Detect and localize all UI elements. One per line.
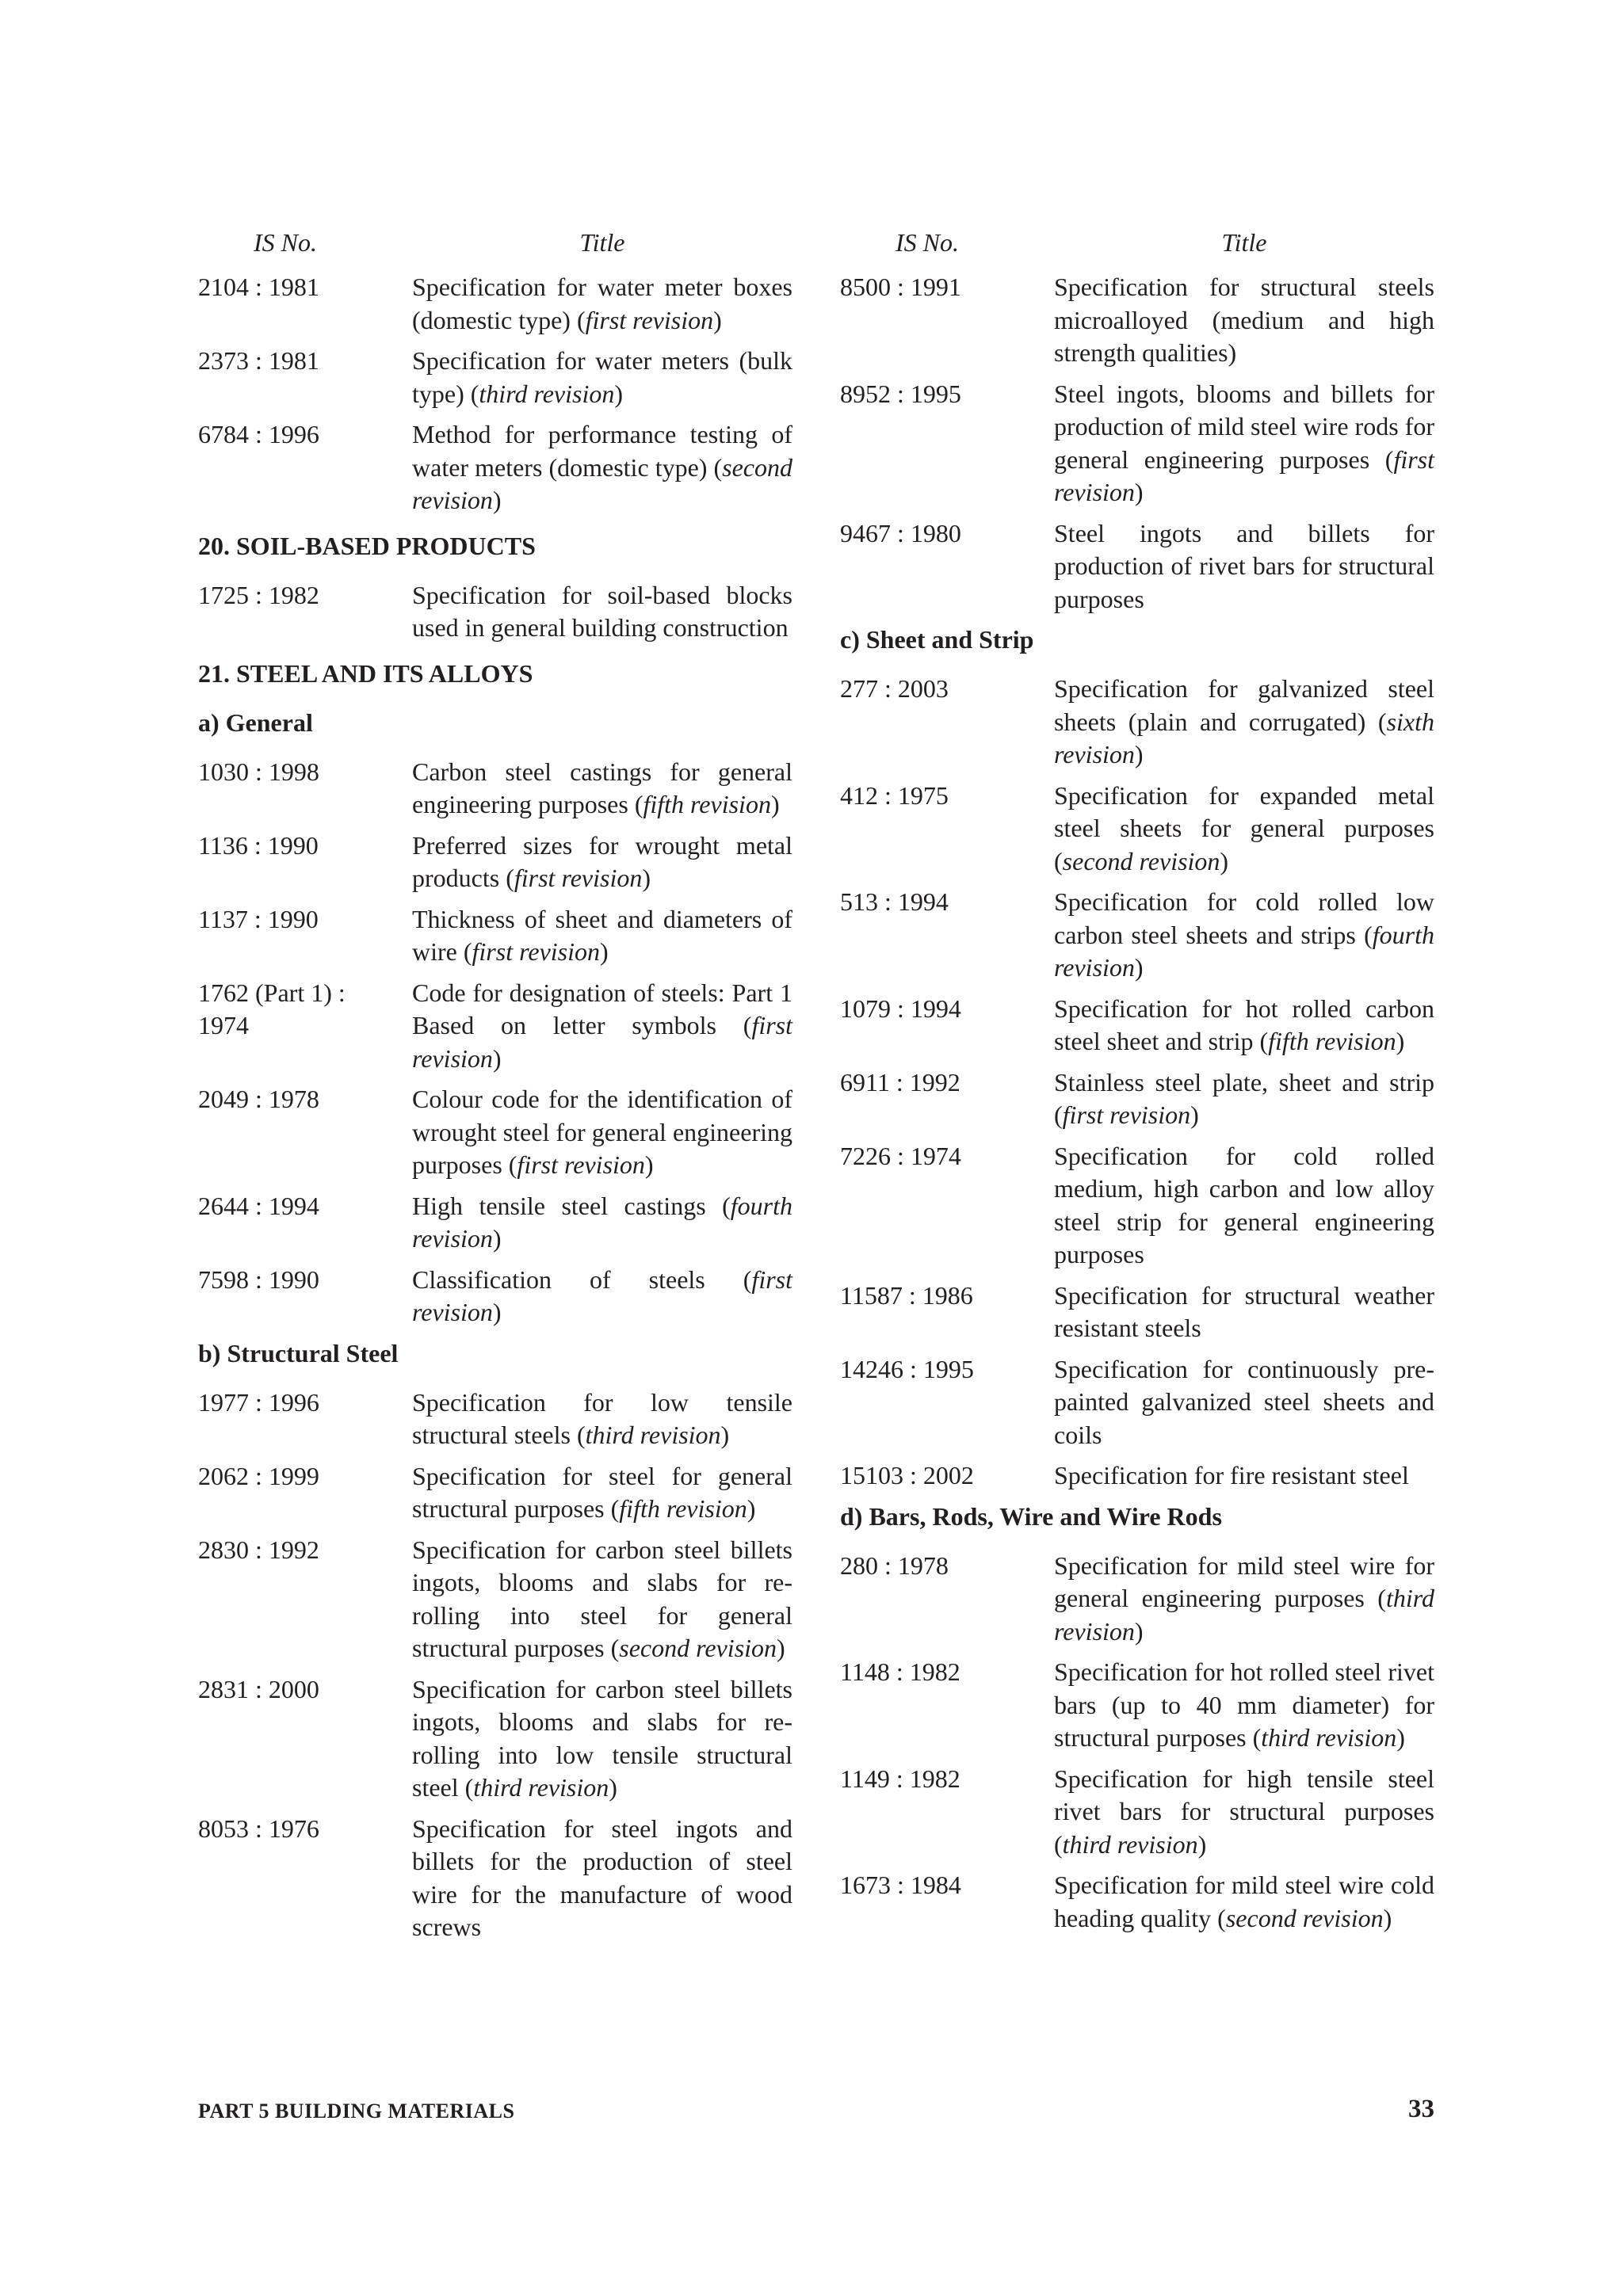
title-text: Specification for cold rolled medium, high carbon and low alloy steel strip for general engineering purposes xyxy=(1054,1141,1434,1268)
title-text: Specification for steel ingots and billets for the production of steel wire for the manufacture of wood screws xyxy=(412,1814,792,1941)
revision-note: third revision xyxy=(479,379,615,408)
is-number: 277 : 2003 xyxy=(840,674,949,703)
revision-note: third revision xyxy=(585,1421,721,1449)
revision-note: first revision xyxy=(472,937,600,966)
is-number: 1149 : 1982 xyxy=(840,1764,960,1793)
section-heading: 20. SOIL-BASED PRODUCTS xyxy=(198,531,536,560)
standard-title: Specification for carbon steel billets ingots, blooms and slabs for re-rolling into low tensile structural steel (third revision) xyxy=(412,1674,792,1802)
standard-title: Steel ingots, blooms and billets for production of mild steel wire rods for general engineering purposes (first revision) xyxy=(1054,379,1435,506)
standard-entry xyxy=(198,418,792,517)
is-number: 1673 : 1984 xyxy=(840,1871,961,1899)
title-text: Specification for fire resistant steel xyxy=(1054,1461,1409,1489)
standard-title: Classification of steels (first revision) xyxy=(412,1264,792,1326)
revision-note: first revision xyxy=(412,1264,792,1326)
standard-title: High tensile steel castings (fourth revision) xyxy=(412,1191,793,1253)
standard-entry xyxy=(840,993,1434,1058)
standard-title: Preferred sizes for wrought metal products (first revision) xyxy=(412,830,792,892)
revision-note: first revision xyxy=(514,864,643,892)
is-number: 2644 : 1994 xyxy=(198,1191,319,1220)
standard-entry xyxy=(840,780,1434,879)
title-text: Carbon steel castings for general engineering purposes xyxy=(412,757,792,818)
column-header xyxy=(198,227,792,271)
standard-title: Specification for mild steel wire for general engineering purposes (third revision) xyxy=(1054,1550,1435,1646)
standard-entry xyxy=(840,1869,1434,1935)
title-text: Specification for carbon steel billets ingots, blooms and slabs for re-rolling into low tensile structural steel xyxy=(412,1674,792,1802)
standard-entry xyxy=(840,886,1434,985)
revision-note: fifth revision xyxy=(643,790,771,818)
title-text: Specification for structural steels microalloyed (medium and high strength qualities) xyxy=(1054,273,1434,367)
revision-note: second revision xyxy=(1225,1903,1384,1932)
is-number: 1725 : 1982 xyxy=(198,580,319,609)
column-header xyxy=(840,227,1434,271)
standard-entry xyxy=(840,1353,1434,1452)
standard-title xyxy=(1054,1280,1434,1345)
is-number: 1136 : 1990 xyxy=(198,830,319,860)
revision-note: second revision xyxy=(412,452,792,514)
title-heading: Title xyxy=(579,228,625,257)
revision-note: second revision xyxy=(619,1634,777,1662)
standard-title: Specification for steel for general structural purposes (fifth revision) xyxy=(412,1461,792,1523)
title-text: Specification for water meters (bulk type) xyxy=(412,346,792,408)
standard-entry xyxy=(840,271,1434,370)
is-number: 15103 : 2002 xyxy=(840,1461,974,1489)
title-text: Specification for galvanized steel sheets (plain and corrugated) xyxy=(1054,674,1434,736)
standard-title: Specification for galvanized steel sheets (plain and corrugated) (sixth revision) xyxy=(1054,674,1435,769)
is-number: 2831 : 2000 xyxy=(198,1674,319,1703)
standard-title: Code for designation of steels: Part 1 Based on letter symbols (first revision) xyxy=(412,978,793,1073)
standard-entry xyxy=(198,345,792,410)
standard-entry xyxy=(198,1460,792,1526)
is-no-heading: IS No. xyxy=(896,228,959,257)
revision-note: fifth revision xyxy=(1268,1027,1396,1055)
revision-note: first revision xyxy=(1062,1100,1191,1129)
revision-note: second revision xyxy=(1062,846,1220,875)
standard-title: Carbon steel castings for general engineering purposes (fifth revision) xyxy=(412,757,792,818)
standard-entry xyxy=(198,830,792,895)
page-number: 33 xyxy=(1408,2095,1434,2123)
is-number: 412 : 1975 xyxy=(840,780,949,810)
standard-entry xyxy=(840,1140,1434,1272)
is-number: 8500 : 1991 xyxy=(840,273,961,301)
standard-entry xyxy=(198,1534,792,1665)
title-text: High tensile steel castings xyxy=(412,1191,706,1220)
title-text: Classification of steels xyxy=(412,1264,705,1294)
is-number: 11587 : 1986 xyxy=(840,1280,973,1310)
subsection-heading: b) Structural Steel xyxy=(198,1338,399,1367)
is-number: 1030 : 1998 xyxy=(198,757,319,786)
standard-entry xyxy=(840,1763,1434,1862)
standard-title xyxy=(412,1813,792,1944)
standard-title: Thickness of sheet and diameters of wire (first revision) xyxy=(412,904,792,966)
title-text: Method for performance testing of water meters (domestic type) xyxy=(412,420,792,482)
title-text: Specification for hot rolled steel rivet bars (up to 40 mm diameter) for structural purposes xyxy=(1054,1657,1434,1752)
is-number: 2830 : 1992 xyxy=(198,1535,319,1564)
standard-entry xyxy=(198,1264,792,1329)
standard-entry xyxy=(840,1550,1434,1649)
standard-title: Specification for water meters (bulk type) (third revision) xyxy=(412,346,792,408)
title-text: Specification for hot rolled carbon steel sheet and strip xyxy=(1054,994,1434,1055)
title-text: Code for designation of steels: Part 1 Based on letter symbols xyxy=(412,978,792,1039)
is-no-heading: IS No. xyxy=(254,228,317,257)
is-number: 9467 : 1980 xyxy=(840,518,961,547)
is-number: 2373 : 1981 xyxy=(198,346,319,375)
standard-title: Specification for hot rolled steel rivet bars (up to 40 mm diameter) for structural purposes (third revision) xyxy=(1054,1657,1434,1752)
is-number: 2049 : 1978 xyxy=(198,1085,319,1113)
title-text: Specification for soil-based blocks used in general building construction xyxy=(412,580,792,642)
is-number: 14246 : 1995 xyxy=(840,1354,974,1383)
is-number: 7598 : 1990 xyxy=(198,1264,319,1294)
is-number: 1137 : 1990 xyxy=(198,904,319,933)
revision-note: first revision xyxy=(1054,444,1435,506)
standard-title: Specification for low tensile structural steels (third revision) xyxy=(412,1387,792,1449)
title-text: Specification for cold rolled low carbon steel sheets and strips xyxy=(1054,887,1434,949)
standard-entry xyxy=(198,1190,792,1256)
standard-entry xyxy=(198,1083,792,1182)
standard-entry xyxy=(840,1280,1434,1345)
title-text: Specification for steel for general structural purposes xyxy=(412,1461,792,1523)
is-number: 8053 : 1976 xyxy=(198,1814,319,1843)
revision-note: third revision xyxy=(1261,1723,1397,1752)
subsection-heading: d) Bars, Rods, Wire and Wire Rods xyxy=(840,1501,1222,1531)
section-heading: 21. STEEL AND ITS ALLOYS xyxy=(198,658,533,688)
standard-entry xyxy=(840,673,1434,772)
standard-title: Specification for expanded metal steel sheets for general purposes (second revision) xyxy=(1054,780,1434,875)
is-number: 7226 : 1974 xyxy=(840,1141,961,1170)
title-text: Specification for continuously pre-painted galvanized steel sheets and coils xyxy=(1054,1354,1434,1449)
is-number: 513 : 1994 xyxy=(840,887,949,916)
standard-entry xyxy=(198,977,792,1076)
title-text: Specification for mild steel wire cold heading quality xyxy=(1054,1871,1434,1932)
title-heading: Title xyxy=(1221,228,1267,257)
standard-title: Method for performance testing of water meters (domestic type) (second revision) xyxy=(412,420,792,514)
subsection-heading: a) General xyxy=(198,707,313,737)
title-text: Specification for water meter boxes (domestic type) xyxy=(412,273,792,334)
title-text: Steel ingots and billets for production of rivet bars for structural purposes xyxy=(1054,518,1434,613)
standard-title xyxy=(1054,517,1434,616)
standard-title xyxy=(1054,1353,1434,1452)
standard-entry xyxy=(198,1386,792,1452)
title-text: Specification for high tensile steel rivet bars for structural purposes xyxy=(1054,1764,1434,1825)
title-text: Colour code for the identification of wrought steel for general engineering purposes xyxy=(412,1085,792,1179)
is-number: 1148 : 1982 xyxy=(840,1657,960,1686)
standard-title xyxy=(1054,1140,1434,1272)
revision-note: first revision xyxy=(412,1011,793,1073)
left-column xyxy=(198,227,792,1952)
revision-note: third revision xyxy=(473,1773,609,1802)
is-number: 1762 (Part 1) : 1974 xyxy=(198,978,346,1039)
standard-title: Specification for cold rolled low carbon steel sheets and strips (fourth revision) xyxy=(1054,887,1435,982)
standard-title: Specification for mild steel wire cold heading quality (second revision) xyxy=(1054,1871,1434,1932)
revision-note: sixth revision xyxy=(1054,707,1435,769)
is-number: 6911 : 1992 xyxy=(840,1067,960,1097)
is-number: 2104 : 1981 xyxy=(198,273,319,301)
title-text: Specification for structural weather resistant steels xyxy=(1054,1280,1434,1342)
standard-title: Specification for high tensile steel rivet bars for structural purposes (third revision) xyxy=(1054,1764,1434,1859)
title-text: Thickness of sheet and diameters of wire xyxy=(412,904,792,966)
standard-entry xyxy=(198,903,792,969)
title-text: Specification for expanded metal steel sheets for general purposes xyxy=(1054,780,1434,842)
title-text: Preferred sizes for wrought metal products xyxy=(412,830,792,892)
is-number: 6784 : 1996 xyxy=(198,420,319,448)
revision-note: third revision xyxy=(1054,1584,1435,1646)
standard-entry xyxy=(198,271,792,337)
standard-title: Specification for water meter boxes (domestic type) (first revision) xyxy=(412,273,792,334)
standard-title: Stainless steel plate, sheet and strip (first revision) xyxy=(1054,1067,1434,1129)
is-number: 8952 : 1995 xyxy=(840,379,961,408)
standard-entry xyxy=(198,579,792,645)
standard-title xyxy=(1054,271,1434,370)
title-text: Specification for low tensile structural steels xyxy=(412,1387,792,1449)
standard-entry xyxy=(840,1459,1434,1493)
revision-note: fourth revision xyxy=(412,1191,793,1253)
standard-entry xyxy=(840,1066,1434,1132)
right-column xyxy=(840,227,1434,1943)
revision-note: fifth revision xyxy=(619,1494,747,1523)
title-text: Specification for mild steel wire for general engineering purposes xyxy=(1054,1550,1434,1612)
is-number: 1977 : 1996 xyxy=(198,1387,319,1417)
is-number: 280 : 1978 xyxy=(840,1550,949,1580)
standard-entry xyxy=(840,517,1434,616)
standard-title: Colour code for the identification of wrought steel for general engineering purposes (first revision) xyxy=(412,1085,792,1179)
standard-title xyxy=(1054,1459,1434,1493)
standard-entry xyxy=(840,1656,1434,1755)
title-text: Specification for carbon steel billets ingots, blooms and slabs for re-rolling into steel for general structural purposes xyxy=(412,1535,792,1662)
revision-note: first revision xyxy=(585,305,714,334)
footer-part-label: PART 5 BUILDING MATERIALS xyxy=(198,2100,515,2122)
title-text: Steel ingots, blooms and billets for production of mild steel wire rods for general engineering purposes xyxy=(1054,379,1434,474)
standard-title: Specification for hot rolled carbon steel sheet and strip (fifth revision) xyxy=(1054,994,1434,1055)
revision-note: first revision xyxy=(517,1150,645,1179)
is-number: 1079 : 1994 xyxy=(840,994,961,1023)
standard-entry xyxy=(198,756,792,822)
revision-note: third revision xyxy=(1062,1829,1198,1859)
subsection-heading: c) Sheet and Strip xyxy=(840,625,1034,654)
standard-entry xyxy=(198,1813,792,1944)
is-number: 2062 : 1999 xyxy=(198,1461,319,1490)
title-text: Stainless steel plate, sheet and strip xyxy=(1054,1067,1434,1097)
standard-title: Specification for carbon steel billets ingots, blooms and slabs for re-rolling into steel for general structural purposes (second revision) xyxy=(412,1535,792,1662)
standard-entry xyxy=(840,378,1434,509)
standard-title xyxy=(412,579,792,645)
revision-note: fourth revision xyxy=(1054,920,1435,982)
standard-entry xyxy=(198,1673,792,1805)
